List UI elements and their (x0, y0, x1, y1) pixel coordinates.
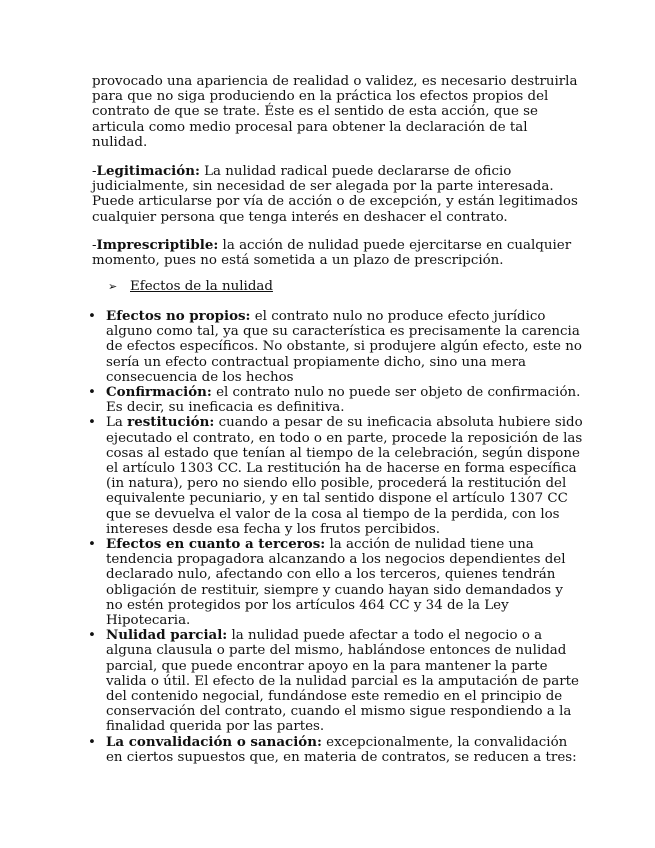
text-run: la acción de nulidad puede ejercitarse en cualquier (218, 238, 572, 253)
bullet-term: Confirmación: (106, 384, 212, 401)
bullet-dot-icon: • (88, 415, 96, 431)
effects-list (88, 308, 583, 765)
bullet-term: Efectos no propios: (106, 308, 251, 324)
bullet-dot-icon: • (88, 537, 96, 553)
text-run: cuando a pesar de su ineficacia absoluta hubiere sido (214, 415, 583, 431)
imprescriptible-paragraph (92, 238, 572, 268)
text-run: La (106, 415, 128, 431)
bullet-term: Efectos en cuanto a terceros: (106, 536, 326, 553)
text-line: declarado nulo, afectando con ello a los terceros, quienes tendrán (106, 567, 556, 583)
text-run: excepcionalmente, la convalidación (321, 734, 568, 750)
text-line: parcial, que puede encontrar apoyo en la para mantener la parte (106, 658, 548, 674)
text-line: Es decir, su ineficacia es definitiva. (106, 400, 345, 416)
text-line: cualquier persona que tenga interés en deshacer el contrato. (92, 209, 508, 225)
bullet-dot-icon: • (88, 734, 96, 750)
bullet-dot-icon: • (88, 385, 96, 401)
text-line: no estén protegidos por los artículos 464 CC y 34 de la Ley (106, 597, 509, 613)
text-line: judicialmente, sin necesidad de ser alegada por la parte interesada. (92, 179, 554, 195)
text-run: el contrato nulo no puede ser objeto de confirmación. (211, 385, 581, 401)
bullet-dot-icon: • (88, 309, 96, 324)
text-line: finalidad querida por las partes. (106, 719, 325, 735)
text-line (92, 238, 572, 253)
list-item-efectos-no-propios (88, 308, 582, 385)
text-line: para que no siga produciendo en la práctica los efectos propios del (92, 89, 549, 105)
text-line: valida o útil. El efecto de la nulidad parcial es la amputación de parte (106, 673, 579, 689)
text-line: tendencia propagadora alcanzando a los negocios dependientes del (106, 552, 566, 568)
legitimacion-term: Legitimación: (96, 163, 200, 179)
text-run: la acción de nulidad tiene una (325, 537, 534, 553)
bullet-dot-icon: • (88, 628, 96, 644)
text-line: (in natura), pero no siendo ello posible, procederá la restitución del (106, 476, 567, 492)
text-line: que se devuelva el valor de la cosa al tiempo de la perdida, con los (106, 506, 560, 522)
text-line (106, 414, 583, 431)
text-line: Puede articularse por vía de acción o de excepción, y están legitimados (92, 194, 578, 210)
dash-prefix: - (92, 164, 97, 179)
section-heading (108, 279, 273, 294)
text-line: consecuencia de los hechos (106, 369, 294, 385)
section-heading-text: Efectos de la nulidad (130, 279, 273, 294)
text-line: alguno como tal, ya que su característica es precisamente la carencia (106, 324, 580, 340)
list-item-nulidad-parcial (88, 627, 579, 735)
text-line (106, 735, 568, 750)
text-line (92, 164, 572, 179)
text-line: en ciertos supuestos que, en materia de contratos, se reducen a tres: (106, 749, 577, 765)
bullet-term: restitución: (127, 414, 215, 431)
text-line: momento, pues no está sometida a un plazo de prescripción. (92, 253, 504, 269)
intro-paragraph (92, 74, 578, 150)
text-line: sería un efecto contractual propiamente dicho, sino una mera (106, 354, 527, 370)
text-line: del contenido negocial, fundándose este remedio en el principio de (106, 689, 563, 705)
text-line: ejecutado el contrato, en todo o en parte, procede la reposición de las (106, 430, 583, 446)
text-line: contrato de que se trate. Éste es el sentido de esta acción, que se (92, 104, 538, 120)
text-line (106, 537, 568, 552)
text-run: la nulidad puede afectar a todo el negocio o a (227, 628, 543, 644)
list-item-efectos-terceros (88, 537, 568, 628)
imprescriptible-term: Imprescriptible: (96, 237, 219, 253)
arrow-bullet-icon: ➢ (108, 280, 118, 293)
text-line: conservación del contrato, cuando el mismo sigue respondiendo a la (106, 704, 572, 720)
text-line: nulidad. (92, 134, 148, 150)
dash-prefix: - (92, 238, 97, 253)
bullet-term: Nulidad parcial: (106, 627, 228, 644)
legitimacion-paragraph (92, 163, 578, 225)
text-line: Hipotecaria. (106, 613, 191, 629)
text-line: equivalente pecuniario, y en tal sentido dispone el artículo 1307 CC (106, 491, 568, 507)
text-line (106, 628, 568, 643)
list-item-confirmacion (88, 384, 581, 416)
text-line: alguna clausula o parte del mismo, hablándose entonces de nulidad (106, 643, 567, 659)
text-line: el artículo 1303 CC. La restitución ha de hacerse en forma específica (106, 461, 577, 477)
text-line (106, 384, 581, 401)
text-line (106, 309, 568, 324)
text-line: intereses desde esa fecha y los frutos percibidos. (106, 521, 441, 537)
text-line: provocado una apariencia de realidad o validez, es necesario destruirla (92, 74, 578, 89)
text-line: articula como medio procesal para obtener la declaración de tal (92, 119, 528, 135)
text-run: el contrato nulo no produce efecto jurídico (250, 309, 546, 324)
text-line: obligación de restituir, siempre y cuando hayan sido demandados y (106, 582, 563, 598)
text-run: La nulidad radical puede declararse de oficio (199, 164, 512, 179)
list-item-convalidacion (88, 733, 577, 765)
list-item-restitucion (88, 414, 583, 537)
bullet-term: La convalidación o sanación: (106, 733, 322, 750)
text-line: cosas al estado que tenían al tiempo de la celebración, según dispone (106, 445, 580, 461)
text-line: de efectos específicos. No obstante, si produjere algún efecto, este no (106, 339, 582, 355)
